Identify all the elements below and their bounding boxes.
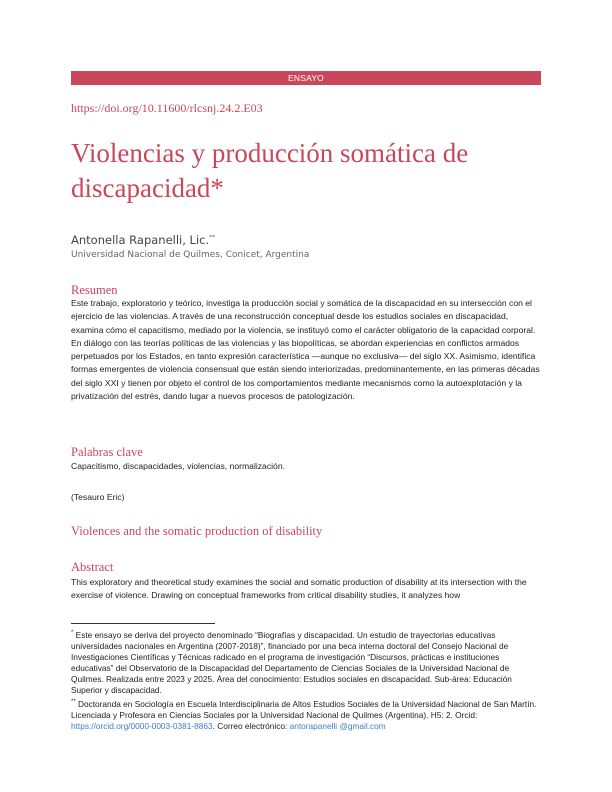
footnote-2 [71, 697, 541, 732]
footnote-1 [71, 628, 541, 696]
orcid-link[interactable]: https://orcid.org/0000-0003-0381-8863 [71, 721, 213, 731]
keywords-thesaurus: (Tesauro Eric) [71, 492, 125, 502]
email-label: . Correo electrónico: [212, 721, 290, 731]
author-name [71, 233, 215, 247]
abstract-heading: Abstract [71, 560, 114, 574]
footnote-1-text-c: ”, financiado por una beca interna doctoral del Consejo Nacional de Investigaciones Científicas y Técnicas radicado en el programa de investigación “Discursos, prácticas e instituciones educativas” del Observatorio de la Discapacidad del Departamento de Ciencias Sociales de la Universidad Nacional de Quilmes. [71, 641, 510, 684]
article-title: Violencias y producción somática de discapacidad* [71, 138, 469, 203]
section-label: ENSAYO [288, 73, 324, 83]
keywords-heading: Palabras clave [71, 445, 143, 459]
footnote-divider [71, 623, 215, 624]
footnote-1-text-a: Este ensayo se deriva del proyecto denominado “ [75, 630, 258, 640]
resumen-body: Este trabajo, exploratorio y teórico, investiga la producción social y somática de la discapacidad en su intersección con el ejercicio de las violencias. A través de una reconstrucción conceptual desde los estudios sociales en discapacidad, examina cómo el capacitismo, mediado por la violencia, se instituyó como el carácter obligatorio de la capacidad corporal. En diálogo con las teorías políticas de las violencias y las biopolíticas, se abordan experiencias en conflictos armados perpetuados por los Estados, en tanto expresión característica —aunque no exclusiva— del siglo XX. Asimismo, identifica formas emergentes de violencia consensual que están siendo interiorizadas, predominantemente, en las primeras décadas del siglo XXI y tienen por objeto el control de los comportamientos mediante mecanismos como la autoexplotación y la privatización del estrés, dando lugar a nuevos procesos de patologización. [71, 298, 540, 402]
author-footnote-mark[interactable]: ** [209, 234, 216, 241]
abstract-body: This exploratory and theoretical study examines the social and somatic production of disability at its intersection with the exercise of violence. Drawing on conceptual frameworks from critical disability studies, it analyzes how [71, 577, 527, 601]
english-title: Violences and the somatic production of disability [71, 524, 323, 538]
author-name-text: Antonella Rapanelli, Lic. [71, 233, 210, 247]
footnote-1-project-title: Biografías y discapacidad. Un estudio de trayectorias educativas universidades nacionales en Argentina (2007-2018) [71, 630, 496, 651]
resumen-heading: Resumen [71, 283, 118, 297]
author-affiliation: Universidad Nacional de Quilmes, Conicet, Argentina [71, 250, 310, 260]
footnote-2-text: Doctoranda en Sociología en Escuela Interdisciplinaria de Altos Estudios Sociales de la Universidad Nacional de San Martín. Licenciada y Profesora en Ciencias Sociales por la Universidad Nacional de Quilmes (Argentina). H5: 2. Orcid: [71, 699, 537, 720]
footnote-1-text-d: Realizada entre 2023 y 2025. Área del conocimiento: Estudios sociales en discapacidad. Sub-área: Educación Superior y discapacidad. [71, 674, 512, 695]
footnote-1-mark: * [71, 630, 74, 636]
email-link[interactable]: antorapanelli @gmail.com [289, 721, 386, 731]
doi-link[interactable]: https://doi.org/10.11600/rlcsnj.24.2.E03 [71, 101, 263, 115]
section-banner [71, 71, 541, 85]
keywords-list: Capacitismo, discapacidades, violencias, normalización. [71, 461, 285, 471]
footnote-2-mark: ** [71, 699, 76, 705]
